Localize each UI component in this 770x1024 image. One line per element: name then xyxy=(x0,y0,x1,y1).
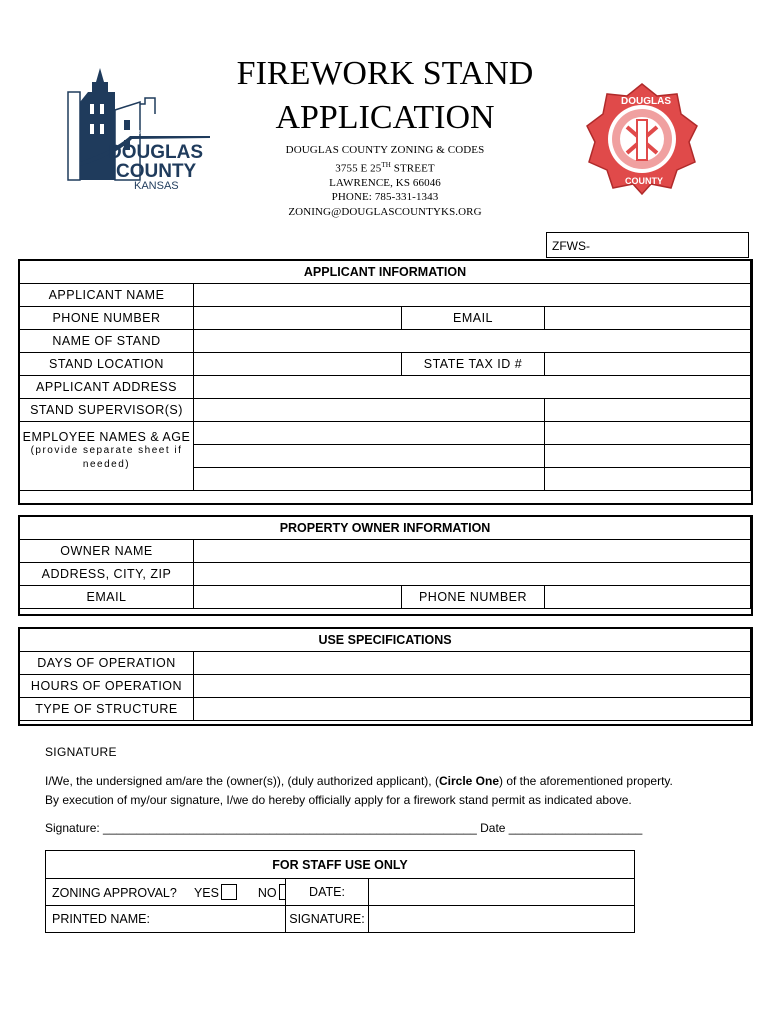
structure-label: TYPE OF STRUCTURE xyxy=(20,698,194,721)
staff-table xyxy=(45,850,635,933)
applicant-name-field[interactable] xyxy=(194,284,751,307)
stand-name-label: NAME OF STAND xyxy=(20,330,194,353)
supervisor-label: STAND SUPERVISOR(S) xyxy=(20,399,194,422)
owner-name-label: OWNER NAME xyxy=(20,540,194,563)
owner-name-field[interactable] xyxy=(194,540,751,563)
hours-field[interactable] xyxy=(194,675,751,698)
owner-phone-label: PHONE NUMBER xyxy=(402,586,545,609)
stand-name-field[interactable] xyxy=(194,330,751,353)
statement-line-1: I/We, the undersigned am/are the (owner(s)), (duly authorized applicant), (Circle One) of the aforementioned property. xyxy=(45,774,673,788)
office-address xyxy=(235,143,535,219)
state-tax-label: STATE TAX ID # xyxy=(402,353,545,376)
applicant-address-field[interactable] xyxy=(194,376,751,399)
date-label: DATE: xyxy=(286,879,369,906)
staff-signature-label: SIGNATURE: xyxy=(286,906,369,933)
fire-department-logo xyxy=(585,82,699,196)
owner-email-field[interactable] xyxy=(194,586,402,609)
employees-label: EMPLOYEE NAMES & AGE (provide separate sheet if needed) xyxy=(20,422,194,491)
owner-table xyxy=(19,516,751,609)
title-line-2: APPLICATION xyxy=(275,99,495,136)
office-name: DOUGLAS COUNTY ZONING & CODES xyxy=(285,144,485,156)
badge-bottom-text: COUNTY xyxy=(625,176,663,186)
employee-field-3b[interactable] xyxy=(545,468,751,491)
printed-name-label: PRINTED NAME: xyxy=(46,906,286,933)
employee-field-2a[interactable] xyxy=(194,445,545,468)
logo-name-2: COUNTY xyxy=(116,161,197,182)
street-line: 3755 E 25TH STREET xyxy=(335,160,435,175)
applicant-heading: APPLICANT INFORMATION xyxy=(20,261,751,284)
phone-label: PHONE NUMBER xyxy=(20,307,194,330)
applicant-table xyxy=(19,260,751,491)
use-heading: USE SPECIFICATIONS xyxy=(20,629,751,652)
employee-field-2b[interactable] xyxy=(545,445,751,468)
owner-address-field[interactable] xyxy=(194,563,751,586)
city-line: LAWRENCE, KS 66046 xyxy=(329,176,441,189)
stand-location-label: STAND LOCATION xyxy=(20,353,194,376)
zfws-number-field[interactable]: ZFWS- xyxy=(546,232,749,258)
statement-line-2: By execution of my/our signature, I/we do hereby officially apply for a firework stand permit as indicated above. xyxy=(45,793,632,807)
logo-name-1: DOUGLAS xyxy=(108,142,203,163)
days-label: DAYS OF OPERATION xyxy=(20,652,194,675)
title-line-1: FIREWORK STAND xyxy=(236,55,534,92)
email-field[interactable] xyxy=(545,307,751,330)
staff-signature-field[interactable] xyxy=(369,906,635,933)
logo-state: KANSAS xyxy=(134,180,179,192)
owner-heading: PROPERTY OWNER INFORMATION xyxy=(20,517,751,540)
owner-email-label: EMAIL xyxy=(20,586,194,609)
employee-field-1b[interactable] xyxy=(545,422,751,445)
stand-location-field[interactable] xyxy=(194,353,402,376)
logo-est: EST. 1855 xyxy=(123,130,147,136)
signature-heading: SIGNATURE xyxy=(45,745,117,759)
use-table xyxy=(19,628,751,721)
page-title xyxy=(185,52,585,140)
yes-checkbox[interactable] xyxy=(221,884,237,900)
signature-statement xyxy=(45,772,673,810)
applicant-name-label: APPLICANT NAME xyxy=(20,284,194,307)
staff-heading: FOR STAFF USE ONLY xyxy=(46,851,635,879)
no-checkbox[interactable] xyxy=(279,884,286,900)
days-field[interactable] xyxy=(194,652,751,675)
email-label: EMAIL xyxy=(402,307,545,330)
signature-date-line[interactable]: Signature: ________________________________________________________ Date ____________________ xyxy=(45,821,643,835)
owner-phone-field[interactable] xyxy=(545,586,751,609)
zoning-approval: ZONING APPROVAL? YES NO xyxy=(46,879,286,906)
employee-field-1a[interactable] xyxy=(194,422,545,445)
structure-field[interactable] xyxy=(194,698,751,721)
state-tax-field[interactable] xyxy=(545,353,751,376)
email-line: ZONING@DOUGLASCOUNTYKS.ORG xyxy=(288,205,482,218)
phone-line: PHONE: 785-331-1343 xyxy=(331,191,439,204)
date-field[interactable] xyxy=(369,879,635,906)
supervisor-field-1[interactable] xyxy=(194,399,545,422)
employee-field-3a[interactable] xyxy=(194,468,545,491)
applicant-address-label: APPLICANT ADDRESS xyxy=(20,376,194,399)
phone-field[interactable] xyxy=(194,307,402,330)
badge-top-text: DOUGLAS xyxy=(621,96,671,107)
supervisor-field-2[interactable] xyxy=(545,399,751,422)
hours-label: HOURS OF OPERATION xyxy=(20,675,194,698)
owner-address-label: ADDRESS, CITY, ZIP xyxy=(20,563,194,586)
